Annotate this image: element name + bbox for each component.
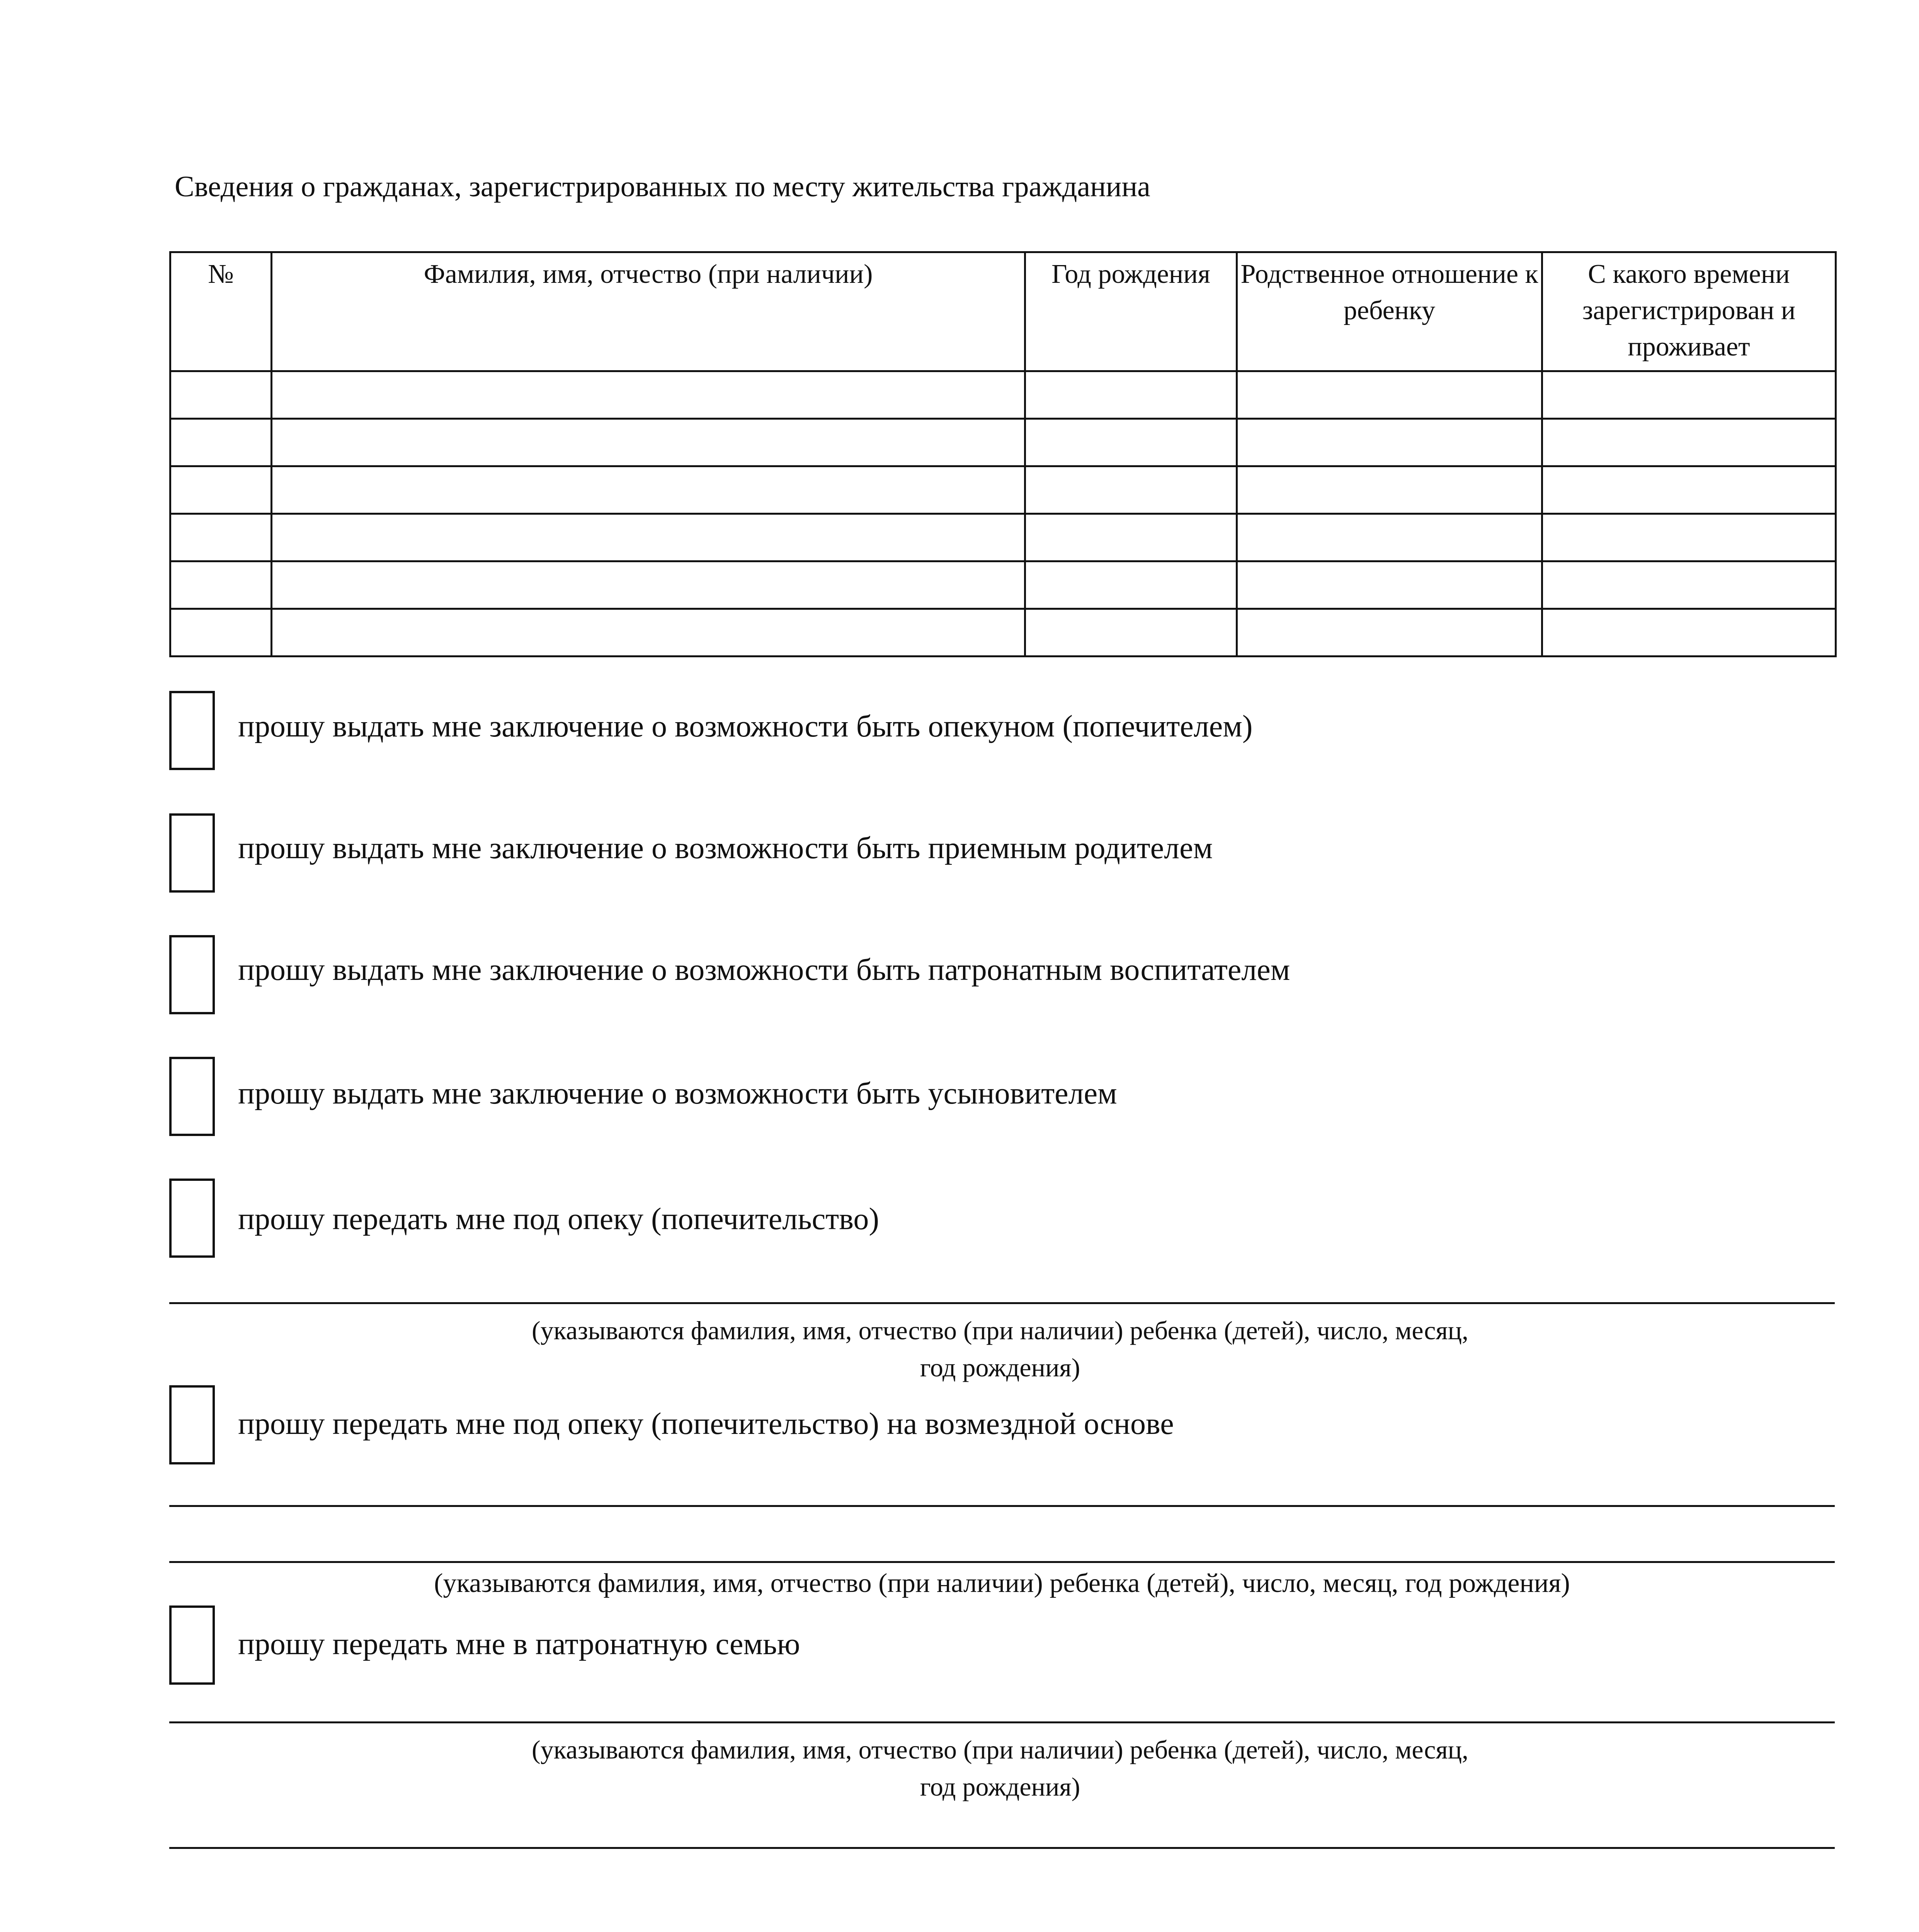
table-header-row	[170, 252, 1836, 371]
column-header-full-name: Фамилия, имя, отчество (при наличии)	[272, 252, 1025, 371]
column-header-birth-year: Год рождения	[1025, 252, 1237, 371]
checkbox-foster-parent-conclusion[interactable]	[169, 813, 215, 893]
table-row	[170, 419, 1836, 466]
table-cell[interactable]	[1542, 561, 1836, 609]
column-header-relationship: Родственное отношение к ребенку	[1237, 252, 1542, 371]
table-cell[interactable]	[1025, 561, 1237, 609]
table-cell[interactable]	[272, 419, 1025, 466]
table-cell[interactable]	[272, 466, 1025, 514]
table-cell[interactable]	[272, 561, 1025, 609]
table-cell[interactable]	[1025, 609, 1237, 656]
table-cell[interactable]	[1542, 514, 1836, 561]
table-cell[interactable]	[1237, 561, 1542, 609]
table-cell[interactable]	[1237, 419, 1542, 466]
child-info-input-line[interactable]	[169, 1561, 1835, 1563]
table-cell[interactable]	[272, 371, 1025, 419]
option-guardianship-transfer-label: прошу передать мне под опеку (попечительство)	[238, 1202, 880, 1236]
table-cell[interactable]	[1237, 609, 1542, 656]
section-heading: Сведения о гражданах, зарегистрированных по месту жительства гражданина	[175, 170, 1150, 203]
child-info-input-line[interactable]	[169, 1302, 1835, 1304]
registered-citizens-table	[169, 251, 1837, 657]
table-row	[170, 466, 1836, 514]
table-cell[interactable]	[1025, 419, 1237, 466]
table-cell[interactable]	[1542, 419, 1836, 466]
table-cell[interactable]	[1237, 514, 1542, 561]
table-cell[interactable]	[1237, 466, 1542, 514]
table-cell[interactable]	[1542, 609, 1836, 656]
column-header-registered-since: С какого времени зарегистрирован и проживает	[1542, 252, 1836, 371]
table-cell[interactable]	[1025, 514, 1237, 561]
option-adopter-conclusion-label: прошу выдать мне заключение о возможности быть усыновителем	[238, 1077, 1117, 1111]
option-foster-parent-conclusion-label: прошу выдать мне заключение о возможности быть приемным родителем	[238, 831, 1213, 865]
child-info-hint-3: (указываются фамилия, имя, отчество (при наличии) ребенка (детей), число, месяц, год рождения)	[531, 1735, 1469, 1801]
child-info-hint-2: (указываются фамилия, имя, отчество (при наличии) ребенка (детей), число, месяц, год рождения)	[434, 1568, 1570, 1598]
child-info-input-line[interactable]	[169, 1721, 1835, 1723]
checkbox-paid-guardianship-transfer[interactable]	[169, 1385, 215, 1464]
table-cell[interactable]	[1542, 466, 1836, 514]
column-header-number: №	[170, 252, 272, 371]
table-cell[interactable]	[1025, 371, 1237, 419]
table-cell[interactable]	[170, 514, 272, 561]
table-cell[interactable]	[272, 514, 1025, 561]
table-cell[interactable]	[170, 371, 272, 419]
option-guardian-conclusion-label: прошу выдать мне заключение о возможности быть опекуном (попечителем)	[238, 709, 1253, 743]
option-patronage-family-transfer-label: прошу передать мне в патронатную семью	[238, 1627, 800, 1661]
checkbox-guardian-conclusion[interactable]	[169, 691, 215, 770]
table-cell[interactable]	[1237, 371, 1542, 419]
table-cell[interactable]	[170, 609, 272, 656]
table-cell[interactable]	[170, 561, 272, 609]
table-row	[170, 514, 1836, 561]
option-patronage-educator-conclusion-label: прошу выдать мне заключение о возможности быть патронатным воспитателем	[238, 953, 1290, 987]
checkbox-guardianship-transfer[interactable]	[169, 1179, 215, 1258]
child-info-hint-1: (указываются фамилия, имя, отчество (при наличии) ребенка (детей), число, месяц, год рождения)	[531, 1316, 1469, 1382]
table-cell[interactable]	[1025, 466, 1237, 514]
table-row	[170, 609, 1836, 656]
checkbox-adopter-conclusion[interactable]	[169, 1057, 215, 1136]
child-info-input-line[interactable]	[169, 1505, 1835, 1507]
child-info-input-line[interactable]	[169, 1847, 1835, 1849]
table-cell[interactable]	[1542, 371, 1836, 419]
checkbox-patronage-family-transfer[interactable]	[169, 1605, 215, 1685]
table-row	[170, 371, 1836, 419]
checkbox-patronage-educator-conclusion[interactable]	[169, 935, 215, 1014]
table-cell[interactable]	[170, 419, 272, 466]
option-paid-guardianship-transfer-label: прошу передать мне под опеку (попечительство) на возмездной основе	[238, 1407, 1174, 1441]
table-cell[interactable]	[170, 466, 272, 514]
table-cell[interactable]	[272, 609, 1025, 656]
table-row	[170, 561, 1836, 609]
